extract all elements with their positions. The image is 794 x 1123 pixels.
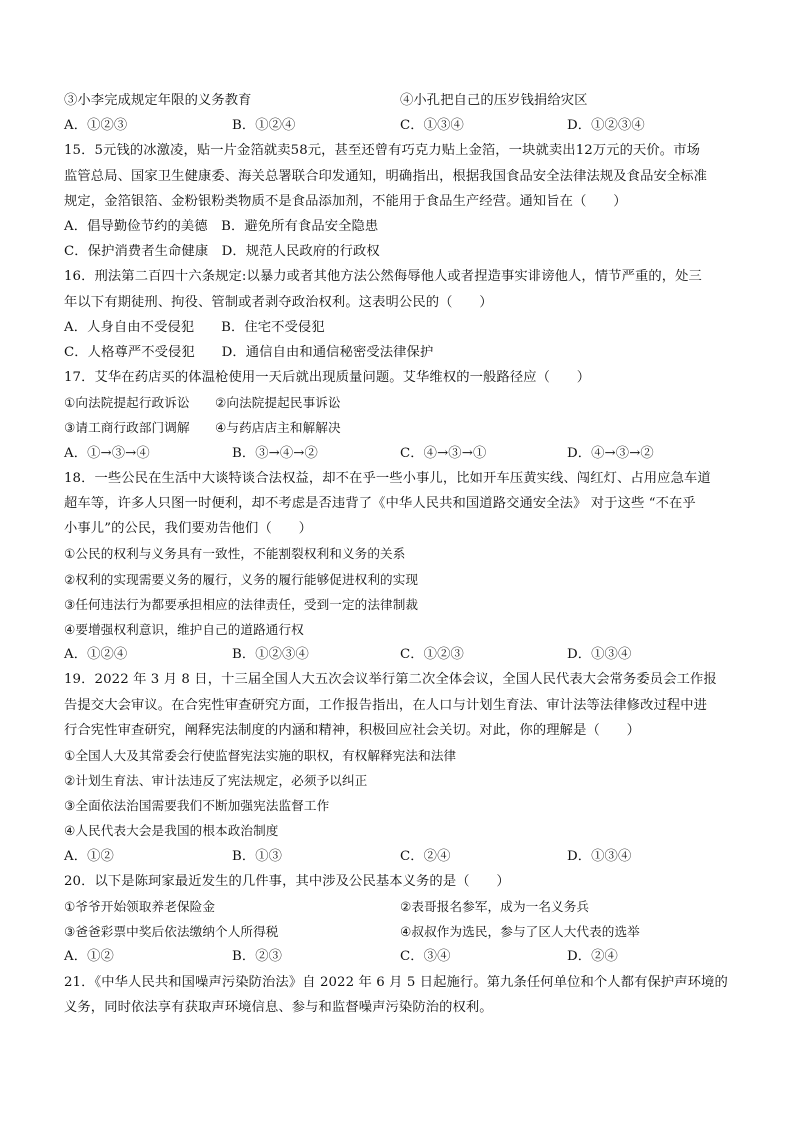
q17-items-row: ③请工商行政部门调解 ④与药店店主和解解决 bbox=[64, 420, 341, 436]
q19-stem-line: 告提交大会审议。在合宪性审查研究方面，工作报告指出，在人口与计划生育法、审计法等法律修改过程中进 bbox=[64, 697, 708, 713]
q20-items-row bbox=[64, 894, 734, 919]
q20-answers-row bbox=[64, 944, 734, 969]
q16-options-row: C．人格尊严不受侵犯 D．通信自由和通信秘密受法律保护 bbox=[64, 344, 434, 360]
q14-answer-c: C．①③④ bbox=[400, 118, 464, 134]
q19-answer-c: C．②④ bbox=[400, 848, 451, 864]
q16-stem-line: 年以下有期徒刑、拘役、管制或者剥夺政治权利。这表明公民的（ ） bbox=[64, 294, 493, 310]
q20-item-2: ②表哥报名参军，成为一名义务兵 bbox=[400, 899, 590, 914]
q20-item-1: ①爷爷开始领取养老保险金 bbox=[64, 899, 216, 914]
q20-answer-d: D．②④ bbox=[567, 949, 618, 965]
q18-stem-line: 超车等，许多人只图一时便利，却不考虑是否违背了《中华人民共和国道路交通安全法》 对于这些 “不在乎 bbox=[64, 496, 696, 511]
q20-stem-line: 20．以下是陈珂家最近发生的几件事，其中涉及公民基本义务的是（ ） bbox=[64, 873, 510, 889]
q20-items-row bbox=[64, 919, 734, 944]
q18-item: ④要增强权利意识，维护自己的道路通行权 bbox=[64, 621, 304, 637]
q18-stem-line: 18．一些公民在生活中大谈特谈合法权益，却不在乎一些小事儿，比如开车压黄实线、闯红灯、占用应急车道 bbox=[64, 470, 711, 486]
q15-options-row: A．倡导勤俭节约的美德 B．避免所有食品安全隐患 bbox=[64, 218, 379, 234]
q14-items-row bbox=[64, 88, 734, 113]
q19-item: ①全国人大及其常委会行使监督宪法实施的职权，有权解释宪法和法律 bbox=[64, 747, 457, 763]
q18-item: ②权利的实现需要义务的履行，义务的履行能够促进权利的实现 bbox=[64, 571, 419, 587]
q18-answer-c: C．①②③ bbox=[400, 647, 464, 663]
q19-answer-a: A．①② bbox=[64, 848, 114, 864]
q14-answers-row bbox=[64, 113, 734, 138]
q17-answers-row bbox=[64, 441, 734, 466]
q19-item: ③全面依法治国需要我们不断加强宪法监督工作 bbox=[64, 798, 330, 814]
q19-stem-line: 行合宪性审查研究，阐释宪法制度的内涵和精神，积极回应社会关切。对此，你的理解是（ ） bbox=[64, 722, 641, 738]
q19-answer-b: B．①③ bbox=[232, 848, 283, 864]
q17-answer-d: D．④→③→② bbox=[567, 445, 654, 461]
q19-item: ②计划生育法、审计法违反了宪法规定，必须予以纠正 bbox=[64, 773, 368, 789]
q17-items-row: ①向法院提起行政诉讼 ②向法院提起民事诉讼 bbox=[64, 395, 341, 411]
q21-stem-line: 义务，同时依法享有获取声环境信息、参与和监督噪声污染防治的权利。 bbox=[64, 999, 493, 1015]
q15-stem-line: 15．5元钱的冰激凌，贴一片金箔就卖58元，甚至还曾有巧克力贴上金箔，一块就卖出12万元的天价。市场 bbox=[64, 143, 700, 159]
q18-answer-d: D．①③④ bbox=[567, 647, 632, 663]
q15-stem-line: 监管总局、国家卫生健康委、海关总署联合印发通知，明确指出，根据我国食品安全法律法规及食品安全标准 bbox=[64, 168, 708, 184]
q15-stem-line: 规定，金箔银箔、金粉银粉类物质不是食品添加剂，不能用于食品生产经营。通知旨在（ ） bbox=[64, 193, 627, 209]
q14-item-3: ③小李完成规定年限的义务教育 bbox=[64, 93, 252, 108]
q18-answer-a: A．①②④ bbox=[64, 647, 128, 663]
q20-item-4: ④叔叔作为选民，参与了区人大代表的选举 bbox=[400, 924, 640, 940]
q18-item: ③任何违法行为都要承担相应的法律责任，受到一定的法律制裁 bbox=[64, 596, 419, 612]
exam-page bbox=[64, 88, 734, 1020]
q16-stem-line: 16．刑法第二百四十六条规定:以暴力或者其他方法公然侮辱他人或者捏造事实诽谤他人，情节严重的，处三 bbox=[64, 269, 702, 285]
q14-answer-a: A．①②③ bbox=[64, 118, 128, 134]
q17-answer-a: A．①→③→④ bbox=[64, 445, 150, 461]
q18-answers-row bbox=[64, 642, 734, 667]
q21-stem-line: 21．《中华人民共和国噪声污染防治法》自 2022 年 6 月 5 日起施行。第九条任何单位和个人都有保护声环境的 bbox=[64, 974, 728, 990]
q18-stem-line: 小事儿”的公民，我们要劝告他们（ ） bbox=[64, 521, 313, 537]
q19-answers-row bbox=[64, 844, 734, 869]
q20-answer-a: A．①② bbox=[64, 949, 114, 965]
q17-answer-b: B．③→④→② bbox=[232, 445, 318, 461]
q14-answer-b: B．①②④ bbox=[232, 118, 296, 134]
q14-answer-d: D．①②③④ bbox=[567, 118, 645, 134]
q14-item-4: ④小孔把自己的压岁钱捐给灾区 bbox=[400, 93, 588, 108]
q19-answer-d: D．①③④ bbox=[567, 848, 632, 864]
q18-answer-b: B．①②③④ bbox=[232, 647, 309, 663]
q19-stem-line: 19．2022 年 3 月 8 日，十三届全国人大五次会议举行第二次全体会议，全国人民代表大会常务委员会工作报 bbox=[64, 672, 717, 688]
q20-item-3: ③爸爸彩票中奖后依法缴纳个人所得税 bbox=[64, 924, 279, 940]
q16-options-row: A．人身自由不受侵犯 B．住宅不受侵犯 bbox=[64, 319, 325, 335]
q17-answer-c: C．④→③→① bbox=[400, 445, 487, 461]
q19-item: ④人民代表大会是我国的根本政治制度 bbox=[64, 823, 279, 839]
q17-stem-line: 17．艾华在药店买的体温枪使用一天后就出现质量问题。艾华维权的一般路径应（ ） bbox=[64, 370, 591, 386]
q20-answer-c: C．③④ bbox=[400, 949, 451, 965]
q18-item: ①公民的权利与义务具有一致性，不能割裂权利和义务的关系 bbox=[64, 546, 406, 562]
q20-answer-b: B．②③ bbox=[232, 949, 283, 965]
q15-options-row: C．保护消费者生命健康 D．规范人民政府的行政权 bbox=[64, 244, 380, 260]
